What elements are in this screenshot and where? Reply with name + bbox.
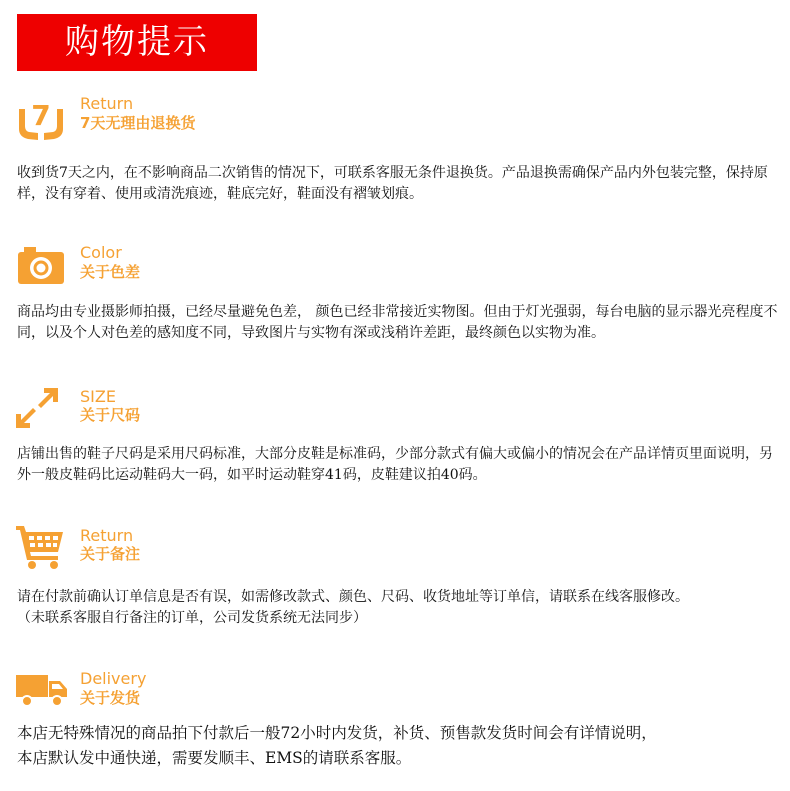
section-zh-label: 关于色差 bbox=[80, 263, 141, 281]
section-en-label: Return bbox=[80, 94, 134, 113]
body-line: 本店默认发中通快递，需要发顺丰、EMS的请联系客服。 bbox=[17, 749, 412, 767]
section-header bbox=[0, 244, 300, 294]
section-header bbox=[0, 670, 300, 720]
body-line: 店铺出售的鞋子尺码是采用尺码标准，大部分皮鞋是标准码，少部分款式有偏大或偏小的情况会在产品详情页里面说明，另外一般皮鞋码比运动鞋码大一码，如平时运动鞋穿41码，皮鞋建议拍40码。 bbox=[17, 446, 773, 483]
section-body bbox=[17, 721, 779, 771]
section-zh-label: 关于尺码 bbox=[80, 406, 141, 424]
section-header bbox=[0, 95, 300, 145]
camera-icon bbox=[16, 244, 66, 290]
section-en-label: Return bbox=[80, 526, 134, 545]
section-zh-label: 7天无理由退换货 bbox=[80, 114, 196, 132]
section-body bbox=[17, 587, 779, 629]
section-en-label: Delivery bbox=[80, 669, 147, 688]
section-header bbox=[0, 524, 300, 574]
body-line: 本店无特殊情况的商品拍下付款后一般72小时内发货，补货、预售款发货时间会有详情说明， bbox=[17, 724, 657, 742]
svg-text:7: 7 bbox=[31, 99, 51, 132]
section-body bbox=[17, 444, 779, 486]
section-zh-label: 关于备注 bbox=[80, 545, 141, 563]
shopping-cart-icon bbox=[16, 524, 66, 570]
body-line: （未联系客服自行备注的订单，公司发货系统无法同步） bbox=[17, 610, 367, 626]
body-line: 请在付款前确认订单信息是否有误，如需修改款式、颜色、尺码、收货地址等订单信，请联系在线客服修改。 bbox=[17, 589, 689, 605]
section-body bbox=[17, 163, 779, 205]
body-line: 收到货7天之内，在不影响商品二次销售的情况下，可联系客服无条件退换货。产品退换需确保产品内外包装完整，保持原样，没有穿着、使用或清洗痕迹，鞋底完好，鞋面没有褶皱划痕。 bbox=[17, 165, 768, 202]
delivery-truck-icon bbox=[16, 672, 68, 708]
body-line: 商品均由专业摄影师拍摄，已经尽量避免色差， 颜色已经非常接近实物图。但由于灯光强弱，每台电脑的显示器光亮程度不同，以及个人对色差的感知度不同，导致图片与实物有深或浅稍许差距，最终颜色以实物为准。 bbox=[17, 304, 778, 341]
section-header bbox=[0, 385, 300, 435]
return-7-days-icon bbox=[16, 95, 66, 141]
section-en-label: Color bbox=[80, 243, 122, 262]
section-zh-label: 关于发货 bbox=[80, 689, 141, 707]
page-title: 购物提示 bbox=[17, 14, 257, 71]
resize-arrows-icon bbox=[16, 385, 66, 431]
section-en-label: SIZE bbox=[80, 387, 116, 406]
section-body bbox=[17, 302, 779, 344]
